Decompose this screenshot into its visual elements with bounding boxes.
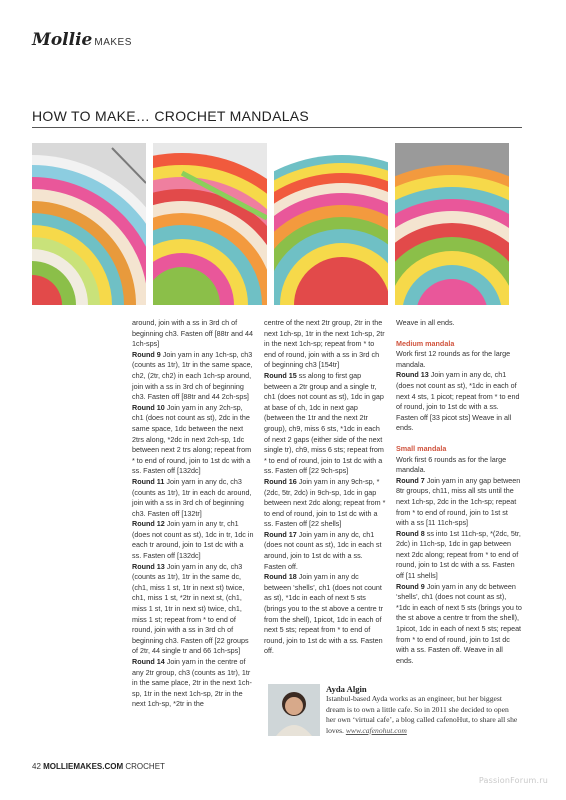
round-label: Round 8: [396, 528, 425, 538]
instruction-text: ss into 1st 11ch-sp, *(2dc, 5tr, 2dc) in 11ch-sp, 1dc in gap between next 2dc along; repeat from * to end of round, join to 1st dc with a ss. Fasten off [11 shells]: [396, 528, 521, 581]
round-label: Round 15: [264, 370, 297, 380]
bio-name: Ayda Algin: [326, 684, 367, 694]
instruction-paragraph: [396, 349, 522, 370]
instruction-paragraph: [396, 582, 522, 667]
watermark: PassionForum.ru: [478, 776, 548, 785]
round-label: Round 13: [132, 561, 165, 571]
brand-caps: MAKES: [94, 37, 132, 48]
page-number: 42: [32, 762, 41, 771]
instruction-text: Weave in all ends.: [396, 318, 455, 327]
instruction-paragraph: [132, 350, 254, 403]
instruction-paragraph: [396, 370, 522, 434]
bio-description: Istanbul-based Ayda works as an engineer, but her biggest dream is to own a little cafe. So in 2011 she decided to open her own ‘virtual cafe’, a blog called cafenoHut, to share all she loves.: [326, 694, 518, 735]
instruction-paragraph: [264, 371, 386, 477]
instruction-paragraph: [132, 403, 254, 477]
round-label: Round 17: [264, 529, 297, 539]
round-label: Round 16: [264, 476, 297, 486]
instruction-text: Join yarn in the centre of any 2tr group, ch3 (counts as 1tr), 1tr in the same place, 2tr in the next 1ch-sp, 1tr in the next 1ch-sp, 2tr in the next 1ch-sp, *2tr in the: [132, 657, 252, 709]
instruction-text: Work first 12 rounds as for the large mandala.: [396, 349, 511, 369]
designer-portrait: [268, 684, 320, 736]
instruction-paragraph: [132, 477, 254, 519]
subheading: Small mandala: [396, 443, 447, 453]
instruction-text: centre of the next 2tr group, 2tr in the next 1ch-sp, 1tr in the next 1ch-sp, 2tr in the next 1ch-sp; repeat from * to end of round, join with a ss in 3rd ch of beginning ch3 [154tr]: [264, 318, 385, 370]
instruction-paragraph: [132, 519, 254, 561]
instruction-paragraph: [264, 477, 386, 530]
instruction-text: Join yarn in any tr, ch1 (does not count as st), 1dc in tr, 1dc in each tr around, join to 1st dc with a ss. Fasten off [132dc]: [132, 519, 254, 561]
bio-text: [326, 684, 518, 736]
instruction-paragraph: [132, 562, 254, 657]
instruction-paragraph: [396, 529, 522, 582]
section-title: HOW TO MAKE… CROCHET MANDALAS: [32, 108, 310, 124]
instruction-paragraph: [264, 318, 386, 371]
round-label: Round 9: [396, 581, 425, 591]
instruction-text: Join yarn in any 1ch-sp, ch3 (counts as 1tr), 1tr in the same space, ch2, (2tr, ch2) in each 1ch-sp around, join with a ss in 3rd ch of beginning ch3. Fasten off [88tr and 44 2ch-sps]: [132, 349, 253, 402]
instruction-text: Join yarn in any dc, ch3 (counts as 1tr), 1tr in the same dc, (ch1, miss 1 st, 1tr in next st) twice, ch1, miss 1 st, *2tr in next st, (ch1, miss 1 st, 1tr in next st) twice, ch1, miss 1 st; repeat from * to end of round, join with a ss in 3rd ch of beginning ch3. Fasten off [22 groups of 2tr, 44 single tr and 66 1ch-sps]: [132, 561, 249, 656]
footer-section: CROCHET: [125, 762, 165, 771]
instruction-text: ss along to first gap between a 2tr group and a single tr, ch1 (does not count as st), 1dc in gap at base of ch, 1dc in next gap (between the 1tr and the next 2tr group), ch9, miss 6 sts, *1dc in each of next 2 gaps (either side of the next single tr), ch9, miss 6 sts; repeat from * to end of round, join to 1st dc with a ss. Fasten off [22 9ch-sps]: [264, 370, 384, 476]
instruction-paragraph: [132, 657, 254, 710]
instruction-paragraph: [132, 318, 254, 350]
instructions-column-2: [264, 318, 386, 657]
page-footer: [32, 762, 165, 771]
instruction-paragraph: [396, 476, 522, 529]
designer-bio: [268, 684, 518, 738]
instruction-paragraph: [264, 530, 386, 572]
round-label: Round 7: [396, 475, 425, 485]
brand-logo: [32, 30, 132, 50]
instruction-text: Join yarn in any dc between ‘shells’, ch1 (does not count as st), *1dc in each of next 5 sts (brings you to the st above a centre tr from the shell), 1picot, 1dc in each of next 5 sts; repeat from * to end of round, join to 1st dc with a ss. Fasten off.: [264, 572, 384, 656]
round-label: Round 13: [396, 370, 429, 380]
instruction-text: Join yarn in any dc between ‘shells’, ch1 (does not count as st), *1dc in each of next 5 sts (brings you to the st above a centre tr from the shell), 1picot, 1dc in each of next 5 sts; repeat from * to end of round, join to 1st dc with a ss. Fasten off. Weave in all ends.: [396, 581, 522, 665]
brand-script: Mollie: [32, 30, 93, 50]
round-label: Round 14: [132, 657, 165, 666]
instruction-text: Join yarn in any dc, ch1 (does not count as st), *1dc in each of next 4 sts, 1 picot; repeat from * to end of round, join to 1st dc with a ss. Fasten off [33 picot sts] Weave in all ends.: [396, 370, 520, 433]
instructions-column-3: [396, 318, 522, 666]
round-label: Round 10: [132, 402, 165, 412]
round-label: Round 9: [132, 349, 161, 359]
instruction-paragraph: [396, 455, 522, 476]
instruction-text: around, join with a ss in 3rd ch of beginning ch3. Fasten off [88tr and 44 1ch-sps]: [132, 318, 253, 349]
instruction-text: Work first 6 rounds as for the large mandala.: [396, 454, 507, 475]
instructions-column-1: [132, 318, 254, 710]
instruction-paragraph: [264, 572, 386, 657]
instruction-text: Join yarn in any 9ch-sp, *(2dc, 5tr, 2dc) in 9ch-sp, 1dc in gap between next 2dc along; repeat from * to end of round, join to 1st dc with a ss. Fasten off [22 shells]: [264, 476, 386, 529]
instruction-text: Join yarn in any gap between 8tr groups, ch11, miss all sts until the next 1ch-sp, 2dc in the 1ch-sp; repeat from * to end of round, join to 1st st with a ss [11 11ch-sps]: [396, 475, 521, 528]
mandala-photo-strip: [32, 143, 509, 305]
footer-site[interactable]: MOLLIEMAKES.COM: [43, 762, 124, 771]
bio-link[interactable]: www.cafenohut.com: [345, 725, 407, 735]
instruction-paragraph: [396, 318, 522, 329]
round-label: Round 11: [132, 476, 165, 486]
round-label: Round 12: [132, 519, 165, 529]
subheading: Medium mandala: [396, 338, 455, 348]
instruction-text: Join yarn in any dc, ch1 (does not count as st), 1dc in each st around, join to 1st dc with a ss. Fasten off.: [264, 529, 382, 571]
instruction-text: Join yarn in any 2ch-sp, ch1 (does not count as st), 2dc in the same space, 1dc between the next 2trs along, *2dc in next 2ch-sp, 1dc between next 2 trs along; repeat from * to end of round, join to 1st dc with a ss. Fasten off [132dc]: [132, 402, 252, 476]
round-label: Round 18: [264, 572, 297, 582]
instruction-text: Join yarn in any dc, ch3 (counts as 1tr), 1tr in each dc around, join with a ss in 3rd ch of beginning ch3. Fasten off [132tr]: [132, 476, 252, 518]
title-divider: [32, 127, 522, 128]
